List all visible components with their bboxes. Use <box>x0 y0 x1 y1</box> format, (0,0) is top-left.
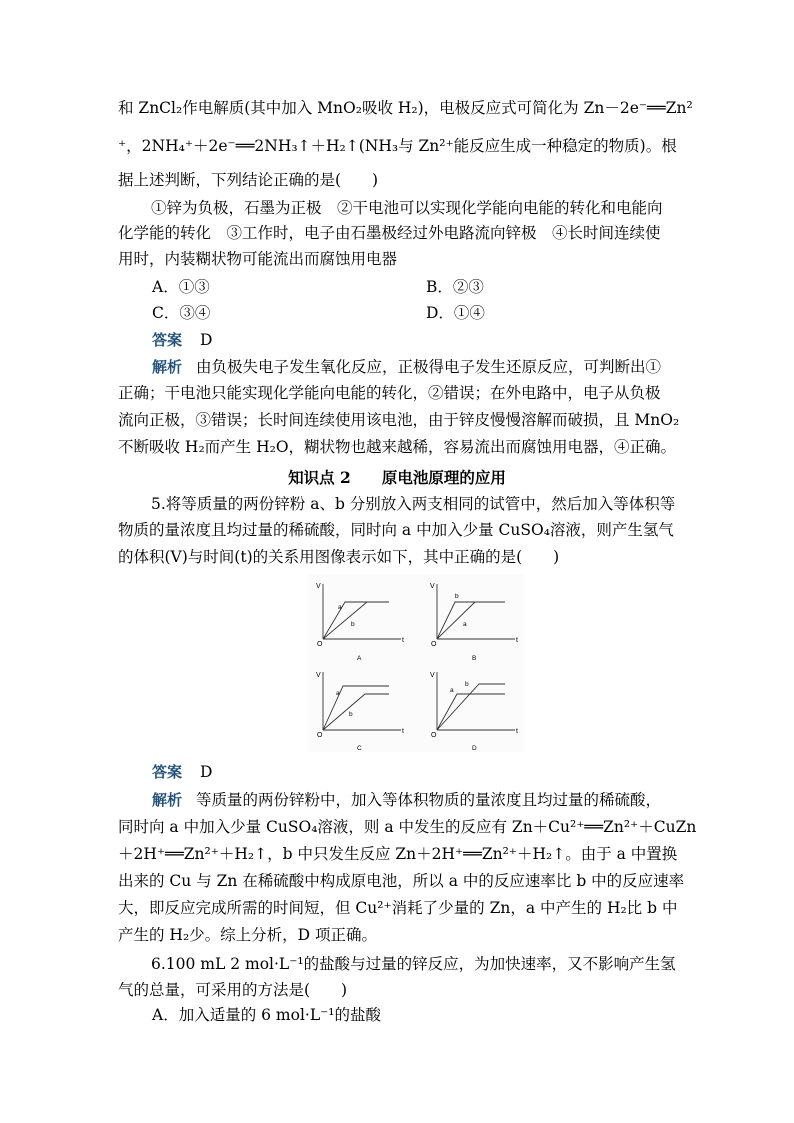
curve-a-label: a <box>338 604 342 611</box>
analysis-label: 解析 <box>152 791 183 809</box>
q4-stem-line-3: 据上述判断，下列结论正确的是( ) <box>118 171 379 189</box>
axis-label-v: V <box>316 583 321 590</box>
q4-option-a: A．①③ <box>152 278 210 296</box>
q4-analysis-text-1: 由负极失电子发生氧化反应，正极得电子发生还原反应，可判断出① <box>196 358 662 376</box>
curve-b-label: b <box>465 681 469 688</box>
q4-analysis-line-4: 不断吸收 H₂而产生 H₂O，糊状物也越来越稀，容易流出而腐蚀用电器，④正确。 <box>118 438 677 456</box>
q5-analysis-line-6: 产生的 H₂少。综上分析，D 项正确。 <box>118 926 378 944</box>
origin-label: O <box>317 641 323 648</box>
q5-analysis-line-1 <box>152 790 661 810</box>
axis-label-v: V <box>316 672 321 679</box>
q5-stem-line-1: 5.将等质量的两份锌粉 a、b 分别放入两支相同的试管中，然后加入等体积等 <box>151 495 676 513</box>
q4-stem-line-2: ⁺，2NH₄⁺＋2e⁻══2NH₃↑＋H₂↑(NH₃与 Zn²⁺能反应生成一种稳定的物质)。根 <box>118 137 677 155</box>
curve-a-label: a <box>336 690 340 697</box>
q5-analysis-line-5: 大，即反应完成所需的时间短，但 Cu²⁺消耗了少量的 Zn，a 中产生的 H₂比 b 中 <box>118 899 678 917</box>
panel-label-b: B <box>472 655 477 662</box>
axis-label-t: t <box>516 637 518 644</box>
axis-label-v: V <box>430 672 435 679</box>
q4-analysis-line-3: 流向正极，③错误；长时间连续使用该电池，由于锌皮慢慢溶解而破损，且 MnO₂ <box>118 411 680 429</box>
origin-label: O <box>431 641 437 648</box>
axis-label-t: t <box>402 728 404 735</box>
answer-value: D <box>200 763 213 781</box>
q5-figure <box>309 574 524 752</box>
q5-answer <box>152 762 212 782</box>
axis-label-v: V <box>430 583 435 590</box>
q4-analysis-line-2: 正确；干电池只能实现化学能向电能的转化，②错误；在外电路中，电子从负极 <box>118 384 661 402</box>
section-heading: 知识点 2 原电池原理的应用 <box>288 468 506 487</box>
q4-answer <box>152 330 212 350</box>
q6-stem-line-1: 6.100 mL 2 mol·L⁻¹的盐酸与过量的锌反应，为加快速率，又不影响产生氢 <box>151 955 676 973</box>
q5-analysis-line-4: 出来的 Cu 与 Zn 在稀硫酸中构成原电池，所以 a 中的反应速率比 b 中的反应速率 <box>118 872 685 890</box>
q6-stem-line-2: 气的总量，可采用的方法是( ) <box>118 981 348 999</box>
curve-b-label: b <box>351 621 355 628</box>
q4-analysis-line-1 <box>152 357 661 377</box>
origin-label: O <box>317 732 323 739</box>
q4-statements-line-3: 用时，内装糊状物可能流出而腐蚀用电器 <box>118 250 398 268</box>
axis-label-t: t <box>402 637 404 644</box>
curve-a-label: a <box>463 621 467 628</box>
answer-value: D <box>200 331 213 349</box>
curve-a-label: a <box>450 687 454 694</box>
curve-b-label: b <box>455 593 459 600</box>
q5-analysis-text-1: 等质量的两份锌粉中，加入等体积物质的量浓度且均过量的稀硫酸， <box>196 791 662 809</box>
curve-b-label: b <box>349 711 353 718</box>
q4-stem-line-1: 和 ZnCl₂作电解质(其中加入 MnO₂吸收 H₂)，电极反应式可简化为 Zn－2e⁻══Zn² <box>118 99 693 117</box>
analysis-label: 解析 <box>152 358 183 376</box>
panel-label-d: D <box>472 745 477 752</box>
panel-label-a: A <box>357 655 362 662</box>
q4-statements-line-2: 化学能的转化 ③工作时，电子由石墨极经过外电路流向锌极 ④长时间连续使 <box>118 224 661 242</box>
q4-option-c: C．③④ <box>152 304 211 322</box>
answer-label: 答案 <box>152 331 183 349</box>
answer-label: 答案 <box>152 763 183 781</box>
q4-statements-line-1: ①锌为负极，石墨为正极 ②干电池可以实现化学能向电能的转化和电能向 <box>151 199 663 217</box>
origin-label: O <box>431 732 437 739</box>
q4-option-b: B．②③ <box>426 278 484 296</box>
q5-stem-line-3: 的体积(V)与时间(t)的关系用图像表示如下，其中正确的是( ) <box>118 548 560 566</box>
q4-option-d: D．①④ <box>426 304 485 322</box>
q5-analysis-line-2: 同时向 a 中加入少量 CuSO₄溶液，则 a 中发生的反应有 Zn＋Cu²⁺══Zn²⁺＋CuZn <box>118 818 697 836</box>
q5-analysis-line-3: ＋2H⁺══Zn²⁺＋H₂↑，b 中只发生反应 Zn＋2H⁺══Zn²⁺＋H₂↑。由于 a 中置换 <box>118 845 678 863</box>
axis-label-t: t <box>516 728 518 735</box>
panel-label-c: C <box>357 745 362 752</box>
q5-stem-line-2: 物质的量浓度且均过量的稀硫酸，同时向 a 中加入少量 CuSO₄溶液，则产生氢气 <box>118 521 674 539</box>
q6-option-a: A．加入适量的 6 mol·L⁻¹的盐酸 <box>152 1006 382 1024</box>
